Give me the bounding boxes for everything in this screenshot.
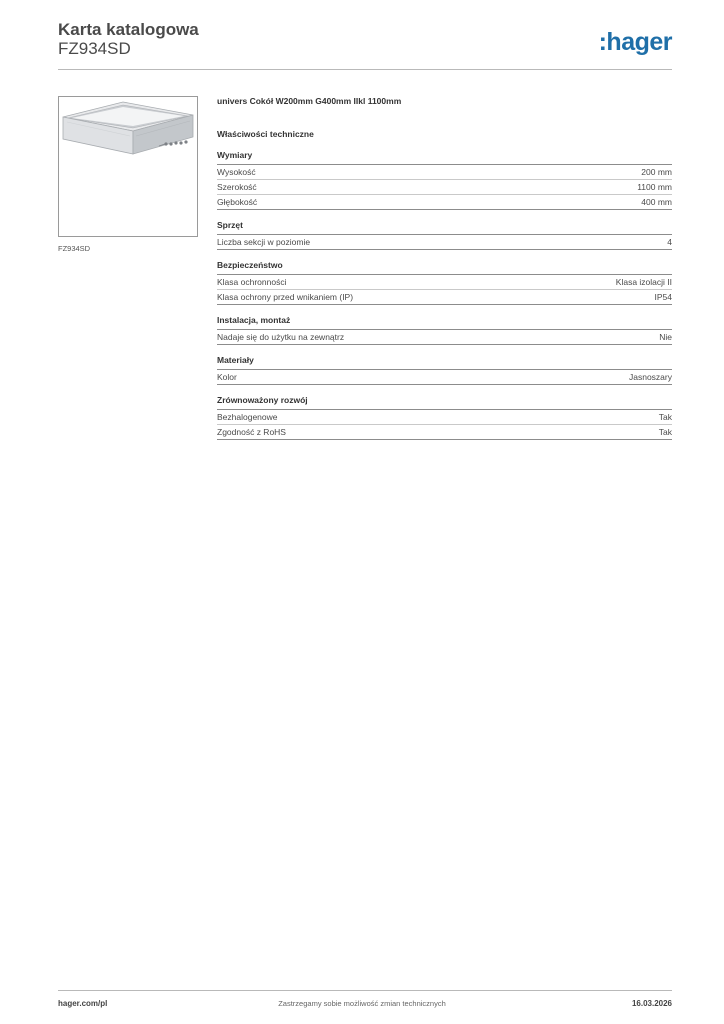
- page-header: [58, 20, 672, 69]
- spec-group: [217, 315, 672, 345]
- spec-value: Klasa izolacji II: [615, 277, 672, 287]
- spec-label: Zgodność z RoHS: [217, 427, 286, 437]
- footer-disclaimer: Zastrzegamy sobie możliwość zmian technicznych: [278, 999, 446, 1008]
- spec-group-title: Wymiary: [217, 150, 672, 165]
- spec-row: [217, 370, 672, 385]
- spec-row: [217, 290, 672, 305]
- spec-value: 4: [667, 237, 672, 247]
- spec-group: [217, 150, 672, 210]
- spec-label: Klasa ochrony przed wnikaniem (IP): [217, 292, 354, 302]
- spec-group: [217, 260, 672, 305]
- technical-properties: [217, 150, 672, 440]
- footer-website: hager.com/pl: [58, 999, 108, 1008]
- header-divider: [58, 69, 672, 70]
- spec-group-title: Sprzęt: [217, 220, 672, 235]
- spec-label: Liczba sekcji w poziomie: [217, 237, 311, 247]
- footer-divider: [58, 990, 672, 991]
- spec-value: IP54: [654, 292, 672, 302]
- spec-row: [217, 425, 672, 440]
- product-description: univers Cokół W200mm G400mm IIkl 1100mm: [217, 96, 402, 106]
- footer-date: 16.03.2026: [631, 999, 672, 1008]
- document-title: Karta katalogowa: [58, 20, 199, 39]
- spec-value: 1100 mm: [637, 182, 672, 192]
- spec-group-title: Materiały: [217, 355, 672, 370]
- spec-row: [217, 275, 672, 290]
- hager-logo: :hager: [598, 28, 672, 56]
- technical-properties-heading: Właściwości techniczne: [217, 129, 314, 139]
- product-code: FZ934SD: [58, 39, 131, 58]
- product-details: [217, 96, 672, 440]
- spec-value: 400 mm: [641, 197, 672, 207]
- spec-row: [217, 165, 672, 180]
- spec-value: Tak: [658, 427, 672, 437]
- spec-label: Bezhalogenowe: [217, 412, 278, 422]
- spec-row: [217, 410, 672, 425]
- spec-row: [217, 180, 672, 195]
- spec-group: [217, 355, 672, 385]
- spec-value: Nie: [659, 332, 672, 342]
- spec-group-title: Instalacja, montaż: [217, 315, 672, 330]
- spec-label: Nadaje się do użytku na zewnątrz: [217, 332, 345, 342]
- spec-group-title: Bezpieczeństwo: [217, 260, 672, 275]
- spec-row: [217, 195, 672, 210]
- spec-row: [217, 330, 672, 345]
- product-illustration: [59, 97, 197, 236]
- spec-label: Głębokość: [217, 197, 258, 207]
- spec-label: Klasa ochronności: [217, 277, 287, 287]
- spec-group-title: Zrównoważony rozwój: [217, 395, 672, 410]
- spec-value: Jasnoszary: [629, 372, 672, 382]
- image-caption: FZ934SD: [58, 244, 91, 253]
- spec-value: 200 mm: [641, 167, 672, 177]
- spec-label: Wysokość: [217, 167, 256, 177]
- spec-row: [217, 235, 672, 250]
- spec-label: Szerokość: [217, 182, 257, 192]
- product-image: [58, 96, 198, 237]
- spec-group: [217, 220, 672, 250]
- spec-value: Tak: [658, 412, 672, 422]
- spec-label: Kolor: [217, 372, 237, 382]
- spec-group: [217, 395, 672, 440]
